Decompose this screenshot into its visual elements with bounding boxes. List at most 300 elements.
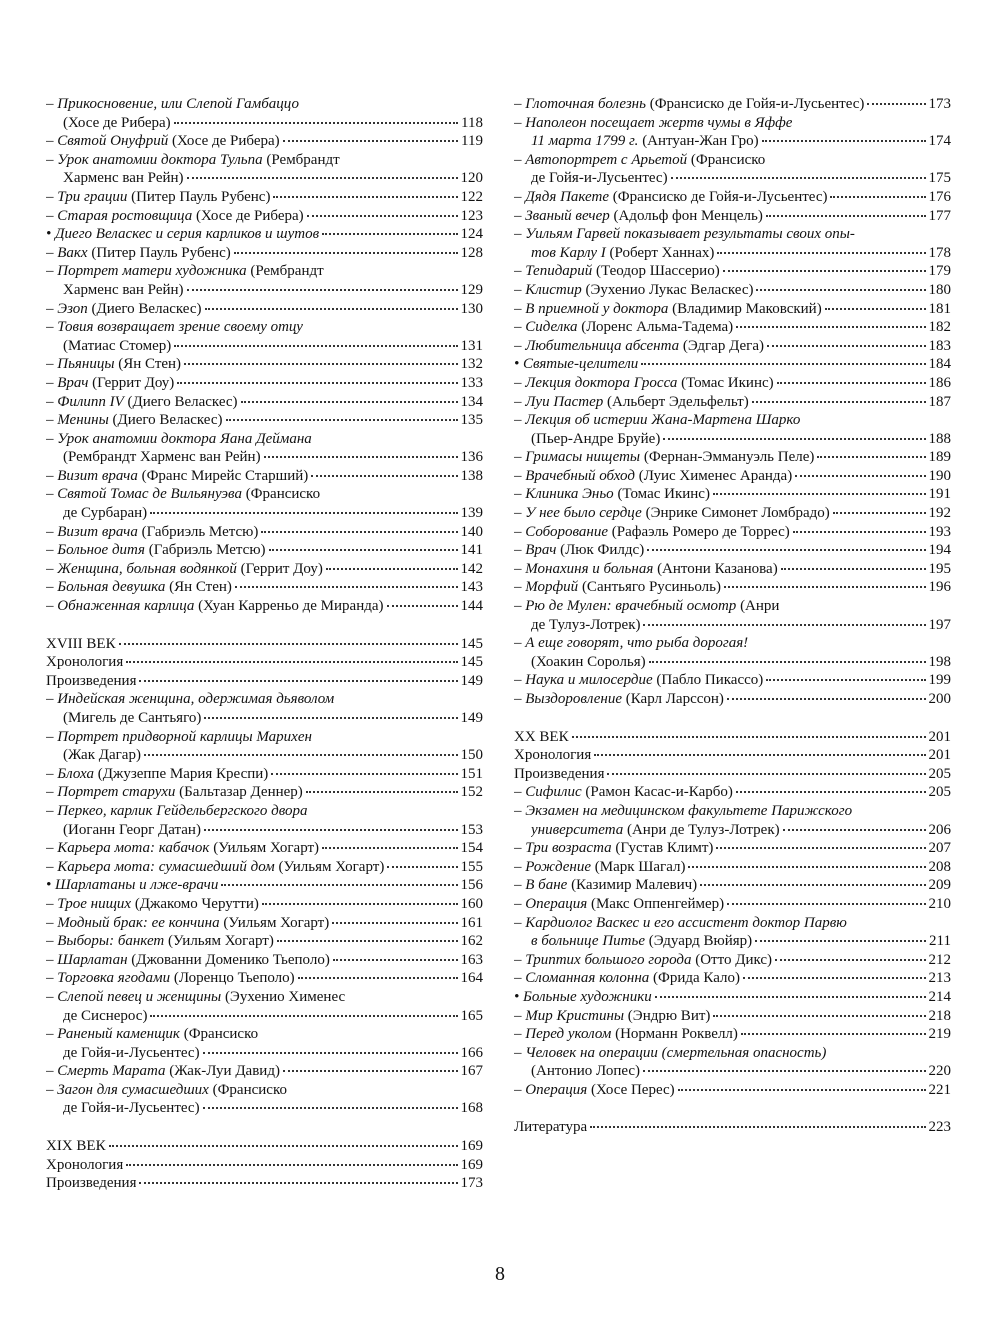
toc-entry (46, 318, 483, 355)
toc-page-number: 118 (461, 114, 483, 131)
toc-page-number: 135 (460, 412, 483, 429)
dot-leader (387, 866, 457, 868)
toc-entry-line (514, 895, 951, 914)
dot-leader (743, 977, 925, 979)
toc-page-number: 140 (460, 523, 483, 540)
toc-entry (46, 578, 483, 597)
toc-entry-line (46, 541, 483, 560)
author-text: де Гойя-и-Лусьентес) (63, 1044, 200, 1061)
toc-entry-text (514, 988, 652, 1007)
author-text: (Рафаэль Ромеро де Торрес) (608, 523, 790, 540)
dot-leader (647, 549, 925, 551)
work-title: – Выборы: банкет (46, 933, 165, 950)
author-text: XVIII ВЕК (46, 635, 116, 652)
toc-entry (46, 1174, 483, 1193)
author-text: (Уильям Хогарт) (209, 840, 320, 857)
author-text: (Эухенио Лукас Веласкес) (581, 281, 754, 298)
author-text: (Уильям Хогарт) (219, 914, 330, 931)
toc-page-number: 178 (928, 244, 951, 261)
dot-leader (643, 1070, 925, 1072)
dot-leader (607, 773, 925, 775)
toc-page-number: 167 (460, 1063, 483, 1080)
toc-entry-text (514, 262, 720, 281)
toc-entry-text (46, 1025, 258, 1044)
toc-entry-line (514, 485, 951, 504)
toc-entry-text (63, 709, 201, 728)
section-gap (46, 1118, 483, 1137)
work-title: – Урок анатомии доктора Тульпа (46, 151, 263, 168)
work-title: – Блоха (46, 765, 94, 782)
toc-entry-line (46, 1062, 483, 1081)
toc-entry (514, 262, 951, 281)
toc-entry-line (514, 262, 951, 281)
section-gap (514, 709, 951, 728)
toc-entry (514, 765, 951, 784)
work-title: – Мир Кристины (514, 1007, 625, 1024)
toc-page-number: 201 (928, 747, 951, 764)
author-text: (Лоренцо Тьеполо) (170, 970, 295, 987)
toc-entry (514, 746, 951, 765)
toc-entry-line (46, 653, 483, 672)
toc-entry-text (514, 951, 772, 970)
toc-entry-line (514, 876, 951, 895)
dot-leader (235, 586, 458, 588)
dot-leader (119, 643, 458, 645)
toc-entry (514, 281, 951, 300)
toc-page-number: 149 (460, 672, 483, 689)
author-text: XX ВЕК (514, 728, 569, 745)
author-text: (Хосе де Рибера) (63, 114, 171, 131)
dot-leader (174, 345, 457, 347)
toc-entry (46, 858, 483, 877)
toc-entry-line (514, 281, 951, 300)
author-text: (Франсиско де Гойя-и-Лусьентес) (645, 96, 865, 112)
toc-entry-line (46, 932, 483, 951)
dot-leader (716, 847, 925, 849)
author-text: (Отто Дикс) (691, 951, 773, 968)
dot-leader (572, 736, 926, 738)
toc-entry (46, 188, 483, 207)
work-title: – Прикосновение, или Слепой Гамбаццо (46, 96, 299, 112)
toc-entry-text (514, 318, 733, 337)
work-title: – Наполеон посещает жертв чумы в Яффе (514, 114, 793, 131)
author-text: (Роберт Ханнах) (605, 244, 715, 261)
work-title: – Сифилис (514, 784, 582, 801)
toc-entry-line (46, 151, 483, 170)
toc-page-number: 145 (460, 635, 483, 652)
toc-entry-text (46, 523, 258, 542)
toc-page-number: 198 (928, 653, 951, 670)
toc-entry-text (46, 560, 323, 579)
toc-entry (514, 1007, 951, 1026)
toc-entry-line (46, 411, 483, 430)
toc-entry-text (514, 1044, 826, 1063)
work-title: – Филипп IV (46, 393, 124, 410)
toc-entry-line (514, 932, 951, 951)
toc-entry (46, 393, 483, 412)
toc-entry (46, 1062, 483, 1081)
toc-entry-text (46, 932, 274, 951)
work-title: – Больная девушка (46, 579, 166, 596)
toc-entry-line (46, 728, 483, 747)
work-title: – Врач (46, 374, 89, 391)
dot-leader (226, 419, 458, 421)
toc-entry (46, 765, 483, 784)
toc-entry-text (514, 914, 847, 933)
toc-entry-line (514, 374, 951, 393)
toc-entry-line (514, 504, 951, 523)
dot-leader (641, 363, 925, 365)
dot-leader (756, 289, 925, 291)
author-text: (Владимир Маковский) (668, 300, 822, 317)
toc-entry-line (514, 560, 951, 579)
toc-page-number: 214 (928, 988, 951, 1005)
toc-entry-line (46, 1044, 483, 1063)
work-title: – Урок анатомии доктора Яана Деймана (46, 430, 312, 447)
dot-leader (713, 1015, 925, 1017)
toc-entry (514, 1081, 951, 1100)
toc-entry-text (514, 1025, 738, 1044)
toc-entry (514, 300, 951, 319)
toc-entry (514, 188, 951, 207)
author-text: (Джузеппе Мария Креспи) (93, 765, 269, 782)
author-text: (Марк Шагал) (590, 858, 686, 875)
toc-entry-line (514, 746, 951, 765)
dot-leader (755, 940, 926, 942)
work-title: – Автопортрет с Арьетой (514, 151, 688, 168)
work-title: университета (531, 821, 624, 838)
toc-page-number: 175 (928, 170, 951, 187)
author-text: (Питер Пауль Рубенс) (87, 244, 231, 261)
toc-entry-line (46, 988, 483, 1007)
work-title: • Диего Веласкес и серия карликов и шутов (46, 226, 320, 243)
toc-entry-text (46, 355, 181, 374)
author-text: (Франсиско (208, 1081, 287, 1098)
toc-entry-line (514, 207, 951, 226)
toc-entry-text (514, 858, 685, 877)
author-text: (Карл Ларссон) (622, 691, 724, 707)
toc-entry-text (514, 188, 827, 207)
toc-entry (46, 262, 483, 299)
dot-leader (139, 1182, 457, 1184)
dot-leader (298, 977, 458, 979)
dot-leader (655, 996, 926, 998)
toc-entry-text (46, 839, 319, 858)
toc-entry-text (531, 430, 660, 449)
dot-leader (717, 252, 925, 254)
toc-entry-line (514, 728, 951, 747)
author-text: (Иоганн Георг Датан) (63, 821, 201, 838)
toc-entry-text (46, 635, 116, 654)
work-title: – Уильям Гарвей показывает результаты своих опы- (514, 226, 855, 243)
toc-entry-line (46, 95, 483, 114)
author-text: (Лоренс Альма-Тадема) (577, 319, 734, 336)
author-text: (Томас Икинс) (677, 374, 774, 391)
toc-entry-line (46, 132, 483, 151)
toc-entry-text (46, 969, 295, 988)
toc-entry-text (63, 1007, 147, 1026)
toc-entry-line (514, 244, 951, 263)
toc-entry-line (514, 616, 951, 635)
toc-page-number: 182 (928, 319, 951, 336)
toc-entry (46, 95, 483, 132)
work-title: – Соборование (514, 523, 609, 540)
toc-entry (514, 783, 951, 802)
toc-entry (514, 578, 951, 597)
author-text: (Хоакин Соролья) (531, 653, 646, 670)
dot-leader (830, 196, 925, 198)
author-text: (Сантьяго Русиньоль) (578, 579, 721, 596)
toc-entry-line (46, 1156, 483, 1175)
dot-leader (150, 512, 457, 514)
dot-leader (150, 1015, 457, 1017)
author-text: Литература (514, 1119, 588, 1136)
toc-entry-line (46, 244, 483, 263)
author-text: (Пьер-Андре Бруйе) (531, 430, 661, 447)
work-title: – Тепидарий (514, 263, 593, 280)
dot-leader (187, 177, 458, 179)
toc-page-number: 120 (460, 170, 483, 187)
author-text: (Геррит Доу) (88, 374, 175, 391)
work-title: – Лекция доктора Гросса (514, 374, 678, 391)
work-title: – Кардиолог Васкес и его ассистент доктор Парвю (514, 914, 847, 931)
toc-page-number: 184 (928, 356, 951, 373)
author-text: (Габриэль Метсю) (145, 542, 266, 559)
work-title: – Экзамен на медицинском факультете Парижского (514, 802, 853, 819)
toc-page-number: 168 (460, 1100, 483, 1117)
toc-entry (46, 802, 483, 839)
toc-entry-line (46, 876, 483, 895)
toc-entry-text (531, 653, 646, 672)
work-title: – Святой Онуфрий (46, 133, 169, 150)
author-text: (Джакомо Черутти) (131, 895, 259, 912)
toc-page-number: 181 (928, 300, 951, 317)
toc-entry (46, 653, 483, 672)
author-text: Произведения (46, 672, 137, 689)
toc-page-number: 210 (928, 895, 951, 912)
dot-leader (184, 363, 457, 365)
work-title: – Гримасы нищеты (514, 449, 641, 466)
dot-leader (752, 401, 926, 403)
toc-entry (514, 1044, 951, 1081)
toc-entry-text (514, 95, 864, 114)
toc-entry-line (46, 448, 483, 467)
toc-entry (514, 448, 951, 467)
work-title: – Портрет матери художника (46, 263, 247, 280)
toc-entry-text (46, 207, 304, 226)
toc-entry-text (514, 783, 733, 802)
author-text: (Фрида Кало) (649, 970, 741, 987)
author-text: де Сиснерос) (63, 1007, 148, 1024)
author-text: (Хосе де Рибера) (192, 207, 304, 224)
author-text: (Антони Казанова) (653, 560, 778, 577)
toc-page-number: 122 (460, 188, 483, 205)
dot-leader (766, 215, 926, 217)
toc-page-number: 169 (460, 1156, 483, 1173)
toc-entry-text (514, 281, 753, 300)
work-title: – Перед уколом (514, 1026, 612, 1043)
dot-leader (663, 438, 925, 440)
work-title: – Обнаженная карлица (46, 598, 195, 615)
toc-entry (514, 541, 951, 560)
toc-entry (514, 355, 951, 374)
dot-leader (326, 568, 458, 570)
toc-entry-line (514, 132, 951, 151)
toc-page-number: 166 (460, 1044, 483, 1061)
toc-entry-text (46, 988, 345, 1007)
author-text: (Теодор Шассерио) (592, 263, 720, 280)
toc-entry-text (514, 300, 822, 319)
toc-entry-text (46, 951, 330, 970)
toc-entry-line (514, 821, 951, 840)
toc-entry-line (514, 1118, 951, 1137)
toc-page-number: 164 (460, 970, 483, 987)
dot-leader (264, 456, 458, 458)
work-title: – Луи Пастер (514, 393, 604, 410)
author-text: (Жак Дагар) (63, 747, 141, 764)
dot-leader (775, 959, 925, 961)
toc-entry-line (46, 690, 483, 709)
work-title: – Загон для сумасшедших (46, 1081, 209, 1098)
toc-entry (46, 541, 483, 560)
toc-page-number: 151 (460, 765, 483, 782)
dot-leader (174, 122, 458, 124)
toc-entry-text (46, 578, 232, 597)
toc-entry-text (514, 765, 604, 784)
section-gap (514, 1099, 951, 1118)
toc-page-number: 205 (928, 784, 951, 801)
work-title: в больнице Питье (531, 933, 645, 950)
toc-entry-line (46, 597, 483, 616)
toc-entry-text (46, 895, 259, 914)
toc-entry-text (46, 541, 266, 560)
work-title: тов Карлу I (531, 244, 606, 261)
toc-page-number: 179 (928, 263, 951, 280)
work-title: – Операция (514, 1081, 588, 1098)
toc-entry-text (46, 485, 320, 504)
toc-page-number: 191 (928, 486, 951, 503)
dot-leader (387, 605, 458, 607)
author-text: (Анри де Тулуз-Лотрек) (623, 821, 780, 838)
author-text: (Франсиско (179, 1026, 259, 1043)
author-text: (Диего Веласкес) (123, 393, 238, 410)
toc-entry-line (46, 1081, 483, 1100)
toc-page-number: 144 (460, 598, 483, 615)
toc-entry-line (46, 430, 483, 449)
toc-entry-text (531, 132, 759, 151)
toc-page-number: 129 (460, 281, 483, 298)
author-text: (Густав Климт) (611, 840, 714, 857)
author-text: Хронология (514, 747, 592, 764)
author-text: (Франс Мирейс Старший) (137, 467, 309, 484)
dot-leader (649, 661, 926, 663)
toc-entry-text (63, 1044, 200, 1063)
toc-entry-text (46, 1062, 280, 1081)
work-title: – Слепой певец и женщины (46, 988, 222, 1005)
toc-entry-text (46, 244, 231, 263)
toc-entry (46, 951, 483, 970)
toc-page-number: 209 (928, 877, 951, 894)
dot-leader (736, 791, 926, 793)
toc-entry-text (514, 448, 814, 467)
toc-entry (514, 393, 951, 412)
work-title: – Смерть Марата (46, 1063, 166, 1080)
toc-page-number: 183 (928, 337, 951, 354)
toc-entry-line (514, 114, 951, 133)
toc-page-number: 194 (928, 542, 951, 559)
work-title: – Визит врача (46, 467, 138, 484)
toc-entry (514, 318, 951, 337)
toc-entry-line (46, 858, 483, 877)
toc-column-left (46, 95, 483, 1193)
work-title: – Портрет старухи (46, 784, 176, 801)
toc-entry-line (46, 114, 483, 133)
work-title: – В бане (514, 877, 568, 894)
toc-entry-line (46, 281, 483, 300)
toc-entry-line (46, 635, 483, 654)
toc-page-number: 176 (928, 188, 951, 205)
toc-page-number: 136 (460, 449, 483, 466)
dot-leader (144, 754, 458, 756)
toc-entry-text (514, 467, 792, 486)
toc-entry-text (46, 411, 223, 430)
toc-entry-line (46, 783, 483, 802)
toc-entry-line (46, 914, 483, 933)
dot-leader (783, 829, 926, 831)
work-title: – Карьера мота: сумасшедший дом (46, 858, 275, 875)
author-text: (Бальтазар Деннер) (175, 784, 303, 801)
toc-entry-text (514, 671, 763, 690)
toc-entry (514, 988, 951, 1007)
author-text: (Макс Оппенгеймер) (587, 895, 725, 912)
toc-entry-text (514, 839, 713, 858)
toc-page-number: 153 (460, 821, 483, 838)
toc-page-number: 201 (928, 728, 951, 745)
author-text: (Эухенио Хименес (221, 988, 346, 1005)
toc-page-number: 162 (460, 933, 483, 950)
toc-entry-line (46, 318, 483, 337)
work-title: – Больное дитя (46, 542, 146, 559)
dot-leader (590, 1126, 925, 1128)
toc-entry-text (514, 746, 591, 765)
toc-entry (514, 728, 951, 747)
author-text: Харменс ван Рейн) (63, 281, 184, 298)
dot-leader (126, 661, 457, 663)
author-text: (Рембрандт Харменс ван Рейн) (63, 449, 261, 466)
toc-page-number: 212 (928, 951, 951, 968)
toc-entry-line (514, 690, 951, 709)
work-title: – Рождение (514, 858, 591, 875)
author-text: де Сурбаран) (63, 505, 148, 522)
toc-entry-line (46, 300, 483, 319)
dot-leader (271, 773, 457, 775)
author-text: (Анри (736, 598, 780, 615)
dot-leader (671, 177, 926, 179)
toc-entry-line (514, 300, 951, 319)
toc-entry (514, 560, 951, 579)
dot-leader (700, 884, 925, 886)
toc-entry (46, 355, 483, 374)
author-text: Хронология (46, 654, 124, 671)
dot-leader (269, 549, 458, 551)
dot-leader (307, 215, 458, 217)
toc-entry-text (46, 393, 238, 412)
toc-entry (514, 411, 951, 448)
toc-entry-text (46, 300, 202, 319)
toc-entry-line (46, 1137, 483, 1156)
toc-page-number: 199 (928, 672, 951, 689)
work-title: – А еще говорят, что рыба дорогая! (514, 635, 749, 652)
